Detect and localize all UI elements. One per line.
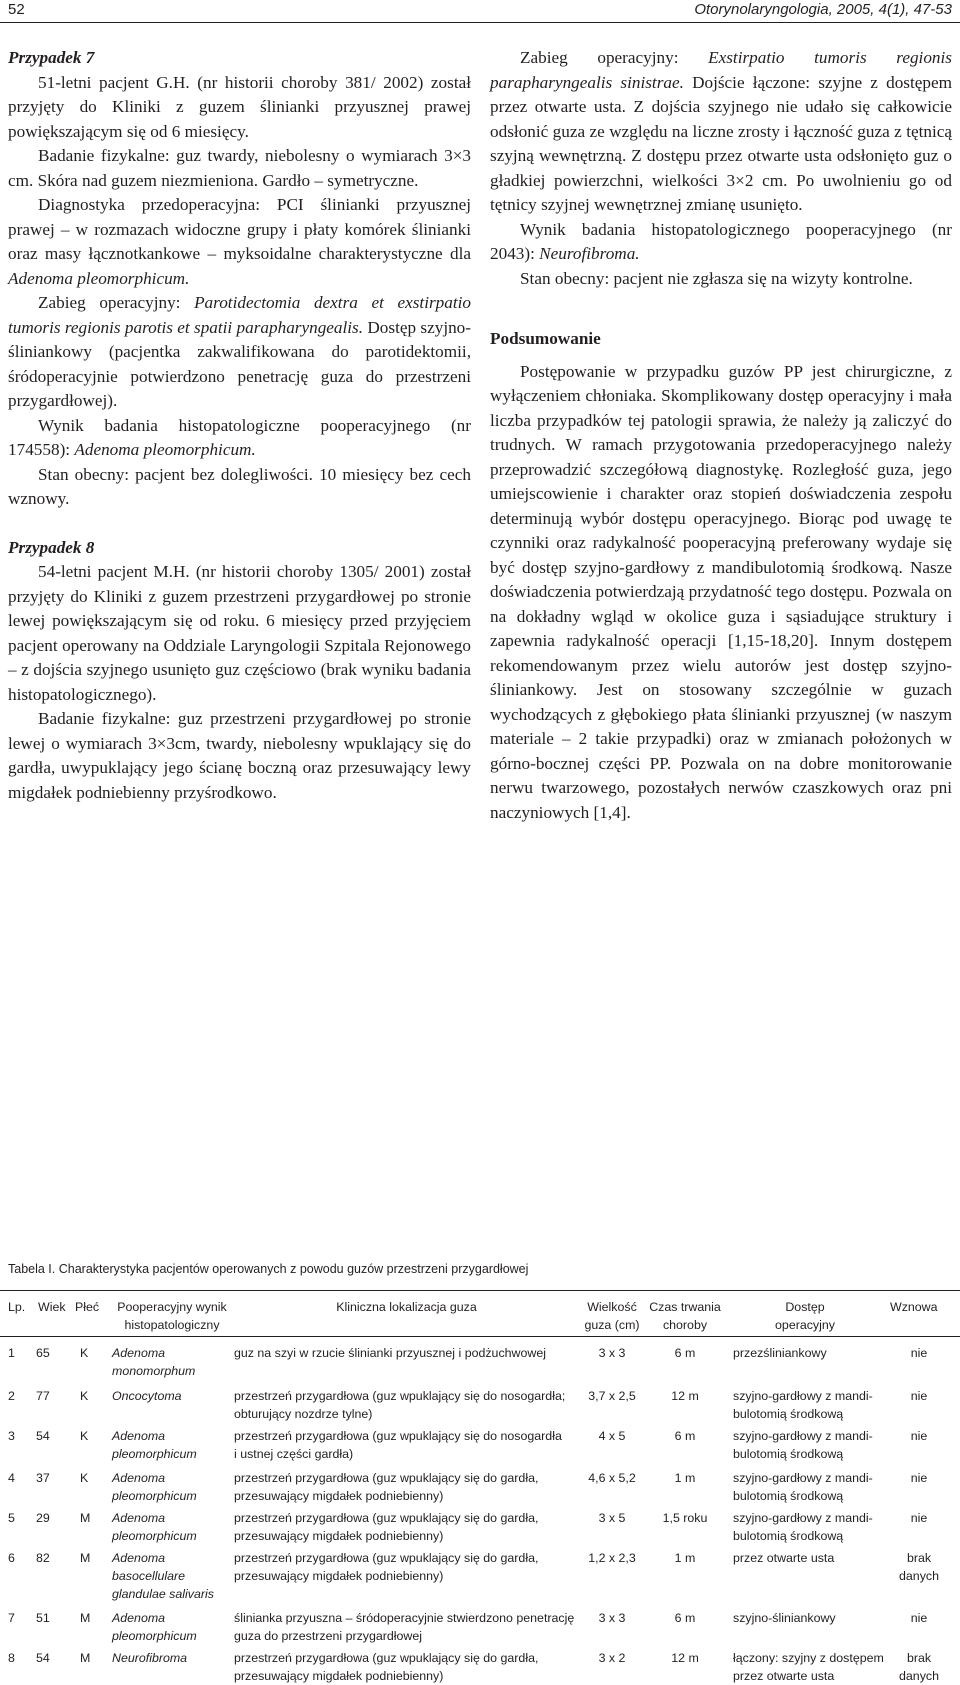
table-cell: M <box>80 1651 91 1665</box>
table-cell: nie <box>910 1471 928 1485</box>
table-cell: K <box>80 1429 89 1443</box>
col-header-age: Wiek <box>38 1300 66 1314</box>
case7-paragraph: Zabieg operacyjny: Parotidectomia dextra et exstirpatio tumoris regionis parotis et spatii parapharyngealis. Dostęp szyjno-śliniankowy (pacjentka zakwalifikowana do parotidektomii, śródoperacyjnie potwierdzono penetrację guza do przestrzeni przygardłowej). <box>8 293 472 410</box>
table-header-rule <box>0 1336 960 1337</box>
left-column <box>8 46 471 805</box>
table-cell: nie <box>910 1389 928 1403</box>
table-cell: szyjno-gardłowy z mandi- bulotomią środkową <box>733 1511 873 1543</box>
table-cell: 1 m <box>674 1471 696 1485</box>
summary-title: Podsumowanie <box>490 329 601 348</box>
case8-paragraph: Badanie fizykalne: guz przestrzeni przygardłowej po stronie lewej o wymiarach 3×3cm, twardy, niebolesny wpuklający się do gardła, uwypuklający jego ścianę boczną oraz przesuwający lewy migdałek podniebienny przyśrodkowo. <box>8 709 471 802</box>
page-header <box>0 0 960 23</box>
table-cell: szyjno-gardłowy z mandi- bulotomią środkową <box>733 1389 873 1421</box>
table-cell: guz na szyi w rzucie ślinianki przyusznej i podżuchwowej <box>234 1346 546 1360</box>
table-cell: przestrzeń przygardłowa (guz wpuklający się do nosogardła; obturujący nozdrze tylne) <box>234 1389 566 1421</box>
table-cell: 1,2 x 2,3 <box>588 1551 636 1565</box>
table-cell: łączony: szyjny z dostępem przez otwarte usta <box>733 1651 884 1683</box>
table-cell: ślinianka przyuszna – śródoperacyjnie stwierdzono penetrację guza do przestrzeni przygardłowej <box>234 1611 575 1643</box>
table-cell: 29 <box>36 1511 50 1525</box>
case8-title: Przypadek 8 <box>8 537 95 557</box>
table-cell: szyjno-gardłowy z mandi- bulotomią środkową <box>733 1429 873 1461</box>
table-top-rule <box>0 1290 960 1291</box>
table-cell: 4 <box>8 1471 15 1485</box>
page-number: 52 <box>8 1 25 18</box>
col-header-approach: Dostęp operacyjny <box>775 1300 835 1332</box>
table-cell: 3 x 5 <box>598 1511 626 1525</box>
summary-paragraph: Postępowanie w przypadku guzów PP jest chirurgiczne, z wyłączeniem chłoniaka. Skomplikowany dostęp operacyjny i mała liczba przypadków tej patologii sprawia, że należy ją zaliczyć do trudnych. W ramach przygotowania przedoperacyjnego należy przeprowadzić szczegółową diagnostykę. Rozległość guza, jego umiejscowienie i charakter oraz stopień doświadczenia zespołu determinują wybór dostępu operacyjnego. Biorąc pod uwagę te czynniki oraz radykalność pooperacyjną preferowany wydaje się być dostęp szyjno-gardłowy z mandibulotomią środkową. Nasze doświadczenia potwierdzają przydatność tego dostępu. Pozwala on na dokładny wgląd w okolice guza i sąsiadujące struktury i zapewnia radykalność operacji [1,15-18,20]. Innym dostępem rekomendowanym przez wielu autorów jest dostęp szyjno-śliniankowy. Jest on stosowany szczególnie w guzach wychodzących z głębokiego płata ślinianki przyusznej (w naszym materiale – 2 takie przypadki) oraz w zmianach położonych w górno-bocznej części PP. Pozwala on na dobre monitorowanie nerwu twarzowego, pozostałych nerwów czaszkowych oraz pni naczyniowych [1,4]. <box>490 361 952 822</box>
table-cell: 6 <box>8 1551 15 1565</box>
table-cell: Adenoma pleomorphicum <box>112 1511 197 1543</box>
table-cell: 6 m <box>674 1611 696 1625</box>
table-cell: 54 <box>36 1651 50 1665</box>
table-cell: nie <box>910 1511 928 1525</box>
table-cell: Adenoma monomorphum <box>112 1346 196 1378</box>
table-cell: 3 x 2 <box>598 1651 626 1665</box>
table-cell: przestrzeń przygardłowa (guz wpuklający się do gardła, przesuwający migdałek podniebienny) <box>234 1651 539 1683</box>
table-cell: Neurofibroma <box>112 1651 188 1665</box>
table-cell: 4 x 5 <box>598 1429 626 1443</box>
table-cell: 8 <box>8 1651 15 1665</box>
case8-histopathology-paragraph: Wynik badania histopatologicznego pooperacyjnego (nr 2043): Neurofibroma. <box>490 219 952 263</box>
table-cell: M <box>80 1511 91 1525</box>
journal-citation: Otorynolaryngologia, 2005, 4(1), 47-53 <box>694 1 952 18</box>
table-cell: 3 x 3 <box>598 1346 626 1360</box>
case7-paragraph: Wynik badania histopatologiczne pooperacyjnego (nr 174558): Adenoma pleomorphicum. <box>8 415 471 459</box>
table-cell: 7 <box>8 1611 15 1625</box>
table-cell: nie <box>910 1346 928 1360</box>
table-cell: K <box>80 1346 89 1360</box>
case7-paragraph: Stan obecny: pacjent bez dolegliwości. 10 miesięcy bez cech wznowy. <box>8 464 471 508</box>
table-cell: 6 m <box>674 1429 696 1443</box>
table-cell: Adenoma basocellulare glandulae salivaris <box>112 1551 214 1601</box>
table-cell: 82 <box>36 1551 50 1565</box>
table-cell: 3 <box>8 1429 15 1443</box>
table-cell: 1 <box>8 1346 15 1360</box>
case8-surgery-paragraph: Zabieg operacyjny: Exstirpatio tumoris regionis parapharyngealis sinistrae. Dojście łączone: szyjne z dostępem przez otwarte usta. Z dojścia szyjnego nie udało się całkowicie odsłonić guza ze względu na liczne zrosty i łączność guza z tętnicą szyjną wewnętrzną. Z dostępu przez otwarte usta odsłonięto guz o gładkiej powierzchni, wielkości 3×2 cm. Po uwolnieniu go od tętnicy szyjnej wewnętrznej zmianę usunięto. <box>490 48 952 214</box>
table-cell: 12 m <box>671 1389 699 1403</box>
col-header-duration: Czas trwania choroby <box>649 1300 721 1332</box>
table-cell: 1,5 roku <box>662 1511 708 1525</box>
table-cell: Adenoma pleomorphicum <box>112 1429 197 1461</box>
table-cell: Adenoma pleomorphicum <box>112 1611 197 1643</box>
table-cell: 65 <box>36 1346 50 1360</box>
table-cell: przezśliniankowy <box>733 1346 827 1360</box>
table-cell: przestrzeń przygardłowa (guz wpuklający się do nosogardła i ustnej części gardła) <box>234 1429 562 1461</box>
table-cell: 1 m <box>674 1551 696 1565</box>
table-cell: 3 x 3 <box>598 1611 626 1625</box>
table-cell: nie <box>910 1611 928 1625</box>
table-cell: 2 <box>8 1389 15 1403</box>
right-column <box>490 46 952 825</box>
table-cell: 6 m <box>674 1346 696 1360</box>
table-cell: 37 <box>36 1471 50 1485</box>
table-cell: 5 <box>8 1511 15 1525</box>
table-cell: brak danych <box>899 1551 939 1583</box>
table-cell: szyjno-gardłowy z mandi- bulotomią środkową <box>733 1471 873 1503</box>
case8-paragraph: 54-letni pacjent M.H. (nr historii choroby 1305/ 2001) został przyjęty do Kliniki z guzem przestrzeni przygardłowej po stronie lewej powiększającym się od roku. 6 miesięcy przed przyjęciem pacjent operowany na Oddziale Laryngologii Szpitala Rejonowego – z dojścia szyjnego usunięto guz częściowo (brak wyniku badania histopatologicznego). <box>8 562 471 704</box>
table-cell: szyjno-śliniankowy <box>733 1611 836 1625</box>
table-cell: nie <box>910 1429 928 1443</box>
table-cell: przestrzeń przygardłowa (guz wpuklający się do gardła, przesuwający migdałek podniebienny) <box>234 1471 539 1503</box>
col-header-size: Wielkość guza (cm) <box>584 1300 640 1332</box>
col-header-recurrence: Wznowa <box>890 1300 938 1314</box>
table-cell: 4,6 x 5,2 <box>588 1471 636 1485</box>
table-cell: Oncocytoma <box>112 1389 182 1403</box>
col-header-sex: Płeć <box>75 1300 100 1314</box>
table-cell: przez otwarte usta <box>733 1551 835 1565</box>
case7-paragraph: 51-letni pacjent G.H. (nr historii choroby 381/ 2002) został przyjęty do Kliniki z guzem ślinianki przyusznej prawej powiększającym się od 6 miesięcy. <box>8 72 471 141</box>
table-cell: brak danych <box>899 1651 939 1683</box>
table-cell: M <box>80 1611 91 1625</box>
table-cell: 51 <box>36 1611 50 1625</box>
case7-title: Przypadek 7 <box>8 48 95 67</box>
table-caption: Tabela I. Charakterystyka pacjentów operowanych z powodu guzów przestrzeni przygardłowej <box>8 1262 529 1276</box>
case7-paragraph: Diagnostyka przedoperacyjna: PCI ślinianki przyusznej prawej – w rozmazach widoczne grupy i płaty komórek ślinianki oraz masy łącznotkankowe – myksoidalne charakterystyczne dla Adenoma pleomorphicum. <box>8 195 471 288</box>
col-header-location: Kliniczna lokalizacja guza <box>336 1300 477 1314</box>
col-header-lp: Lp. <box>8 1300 26 1314</box>
table-cell: K <box>80 1389 89 1403</box>
table-cell: 3,7 x 2,5 <box>588 1389 636 1403</box>
table-cell: Adenoma pleomorphicum <box>112 1471 197 1503</box>
table-cell: K <box>80 1471 89 1485</box>
table-cell: 54 <box>36 1429 50 1443</box>
table-cell: przestrzeń przygardłowa (guz wpuklający się do gardła, przesuwający migdałek podniebienny) <box>234 1551 539 1583</box>
case7-paragraph: Badanie fizykalne: guz twardy, niebolesny o wymiarach 3×3 cm. Skóra nad guzem niezmieniona. Gardło – symetryczne. <box>8 146 471 190</box>
case8-status-paragraph: Stan obecny: pacjent nie zgłasza się na wizyty kontrolne. <box>520 268 913 288</box>
table-cell: 77 <box>36 1389 50 1403</box>
col-header-result: Pooperacyjny wynik histopatologiczny <box>117 1300 227 1332</box>
table-cell: 12 m <box>671 1651 699 1665</box>
table-cell: M <box>80 1551 91 1565</box>
table-cell: przestrzeń przygardłowa (guz wpuklający się do gardła, przesuwający migdałek podniebienny) <box>234 1511 539 1543</box>
